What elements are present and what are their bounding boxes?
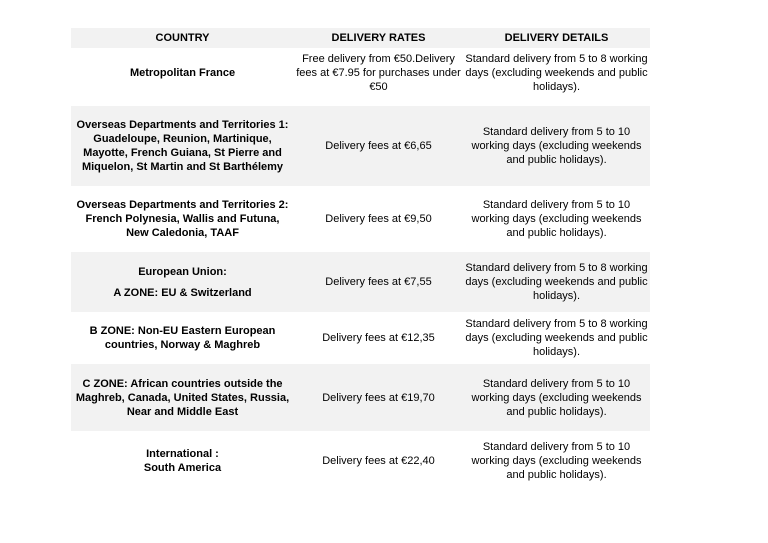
country-cell: C ZONE: African countries outside the Maghreb, Canada, United States, Russia, Near and Middle East [75, 377, 290, 418]
country-line: International : [146, 448, 219, 460]
country-cell: Overseas Departments and Territories 2: French Polynesia, Wallis and Futuna, New Caledonia, TAAF [76, 199, 289, 239]
header-country: COUNTRY [155, 32, 210, 44]
details-cell: Standard delivery from 5 to 10 working days (excluding weekends and public holidays). [471, 126, 642, 166]
country-cell [71, 447, 294, 475]
rate-cell: Delivery fees at €6,65 [325, 140, 432, 152]
details-cell: Standard delivery from 5 to 8 working days (excluding weekends and public holidays). [465, 318, 648, 358]
header-delivery-details: DELIVERY DETAILS [504, 32, 609, 44]
rate-cell: Delivery fees at €19,70 [322, 391, 435, 404]
rate-cell: Delivery fees at €12,35 [322, 332, 435, 344]
table-row [71, 186, 650, 252]
details-cell: Standard delivery from 5 to 10 working days (excluding weekends and public holidays). [471, 199, 642, 239]
table-row [71, 431, 650, 491]
header-delivery-rates: DELIVERY RATES [331, 32, 426, 44]
country-line: European Union: [138, 265, 227, 278]
rate-cell: Delivery fees at €9,50 [325, 213, 432, 225]
table-row [71, 312, 650, 364]
country-line: A ZONE: EU & Switzerland [113, 286, 252, 299]
details-cell: Standard delivery from 5 to 10 working days (excluding weekends and public holidays). [471, 377, 642, 418]
table-row [71, 364, 650, 431]
details-cell: Standard delivery from 5 to 10 working days (excluding weekends and public holidays). [471, 441, 642, 481]
delivery-table [71, 28, 650, 491]
rate-cell: Delivery fees at €22,40 [322, 455, 435, 467]
table-row [71, 252, 650, 312]
table-row [71, 106, 650, 186]
country-cell [71, 265, 294, 300]
country-cell: Overseas Departments and Territories 1: Guadeloupe, Reunion, Martinique, Mayotte, French Guiana, St Pierre and Miquelon, St Martin and St Barthélemy [76, 119, 289, 173]
row-spacer [71, 98, 650, 106]
details-cell: Standard delivery from 5 to 8 working days (excluding weekends and public holidays). [465, 262, 648, 302]
table-header [71, 28, 650, 48]
details-cell: Standard delivery from 5 to 8 working days (excluding weekends and public holidays). [465, 53, 648, 93]
country-cell: B ZONE: Non-EU Eastern European countries, Norway & Maghreb [89, 325, 276, 351]
table-row [71, 48, 650, 98]
country-line: South America [143, 462, 222, 474]
rate-cell: Free delivery from €50.Delivery fees at €7.95 for purchases under €50 [296, 53, 461, 93]
rate-cell: Delivery fees at €7,55 [325, 276, 432, 288]
country-cell: Metropolitan France [129, 67, 236, 79]
